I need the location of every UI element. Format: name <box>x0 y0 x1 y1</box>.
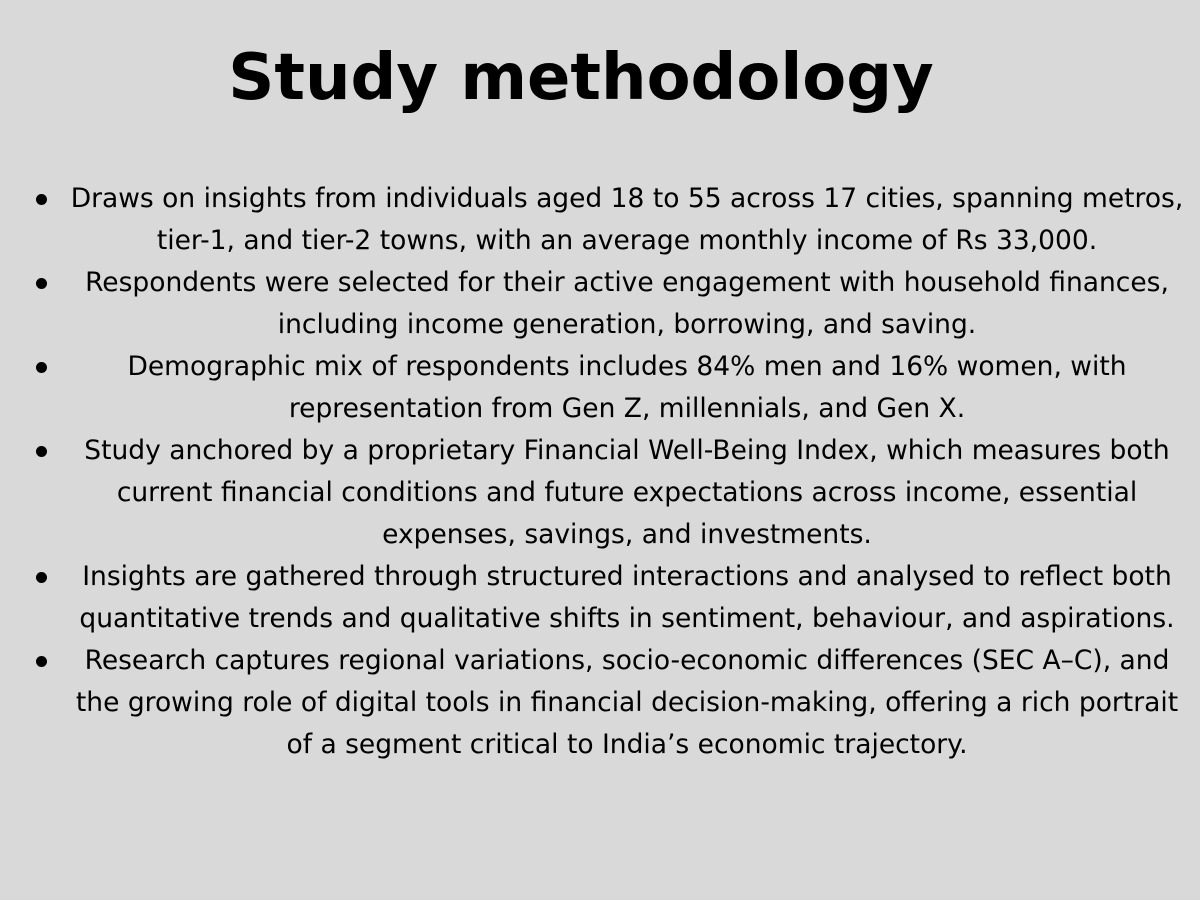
bullet-icon <box>36 656 47 667</box>
list-item <box>0 556 1200 640</box>
bullet-text: Respondents were selected for their active engagement with household finances, including income generation, borrowing, and saving. <box>85 267 1169 340</box>
bullet-text: Demographic mix of respondents includes 84% men and 16% women, with representation from Gen Z, millennials, and Gen X. <box>127 351 1127 424</box>
bullet-icon <box>36 362 47 373</box>
bullet-icon <box>36 572 47 583</box>
bullet-icon <box>36 278 47 289</box>
list-item <box>0 640 1200 766</box>
bullet-text: Research captures regional variations, socio-economic differences (SEC A–C), and the growing role of digital tools in financial decision-making, offering a rich portrait of a segment critical to India’s economic trajectory. <box>75 645 1179 760</box>
bullet-text: Draws on insights from individuals aged 18 to 55 across 17 cities, spanning metros, tier-1, and tier-2 towns, with an average monthly income of Rs 33,000. <box>70 183 1184 256</box>
bullet-list <box>0 178 1200 766</box>
list-item <box>0 178 1200 262</box>
list-item <box>0 262 1200 346</box>
bullet-icon <box>36 446 47 457</box>
list-item <box>0 346 1200 430</box>
bullet-text: Study anchored by a proprietary Financial Well-Being Index, which measures both current financial conditions and future expectations across income, essential expenses, savings, and investments. <box>84 435 1170 550</box>
bullet-text: Insights are gathered through structured interactions and analysed to reflect both quantitative trends and qualitative shifts in sentiment, behaviour, and aspirations. <box>79 561 1175 634</box>
bullet-icon <box>36 194 47 205</box>
list-item <box>0 430 1200 556</box>
page-title: Study methodology <box>228 41 934 115</box>
